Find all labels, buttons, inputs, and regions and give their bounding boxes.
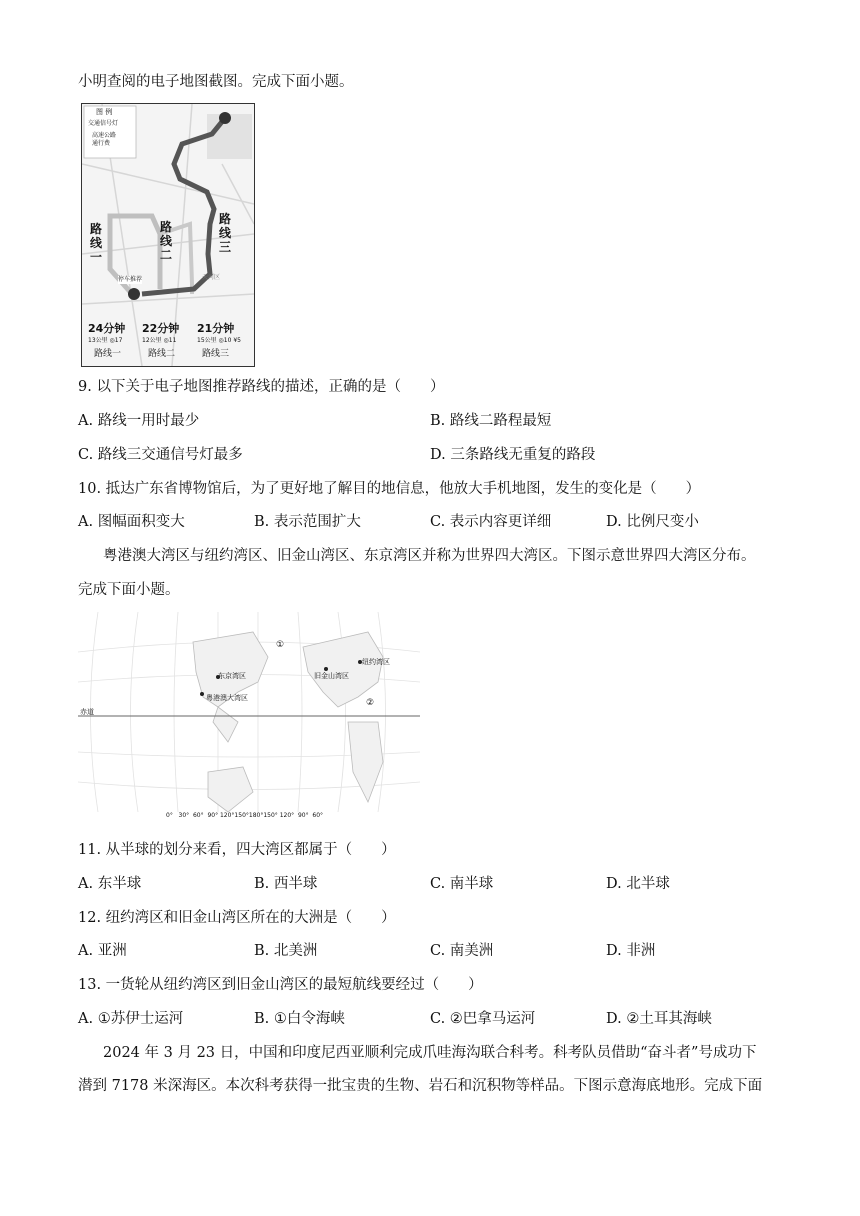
route-map-figure bbox=[81, 103, 255, 367]
q12-option-a: A. 亚洲 bbox=[78, 943, 127, 959]
marker-2: ② bbox=[366, 698, 375, 708]
ny-bay-label: 纽约湾区 bbox=[362, 658, 390, 666]
q10-stem: 10. 抵达广东省博物馆后，为了更好地了解目的地信息，他放大手机地图，发生的变化是（ ） bbox=[78, 481, 701, 497]
q10-option-b: B. 表示范围扩大 bbox=[254, 514, 361, 530]
intro-text-3: 2024 年 3 月 23 日，中国和印度尼西亚顺利完成爪哇海沟联合科考。科考队员借助“奋斗者”号成功下 bbox=[103, 1045, 757, 1061]
q13-option-d: D. ②土耳其海峡 bbox=[606, 1011, 712, 1027]
legend-item-signal: 交通信号灯 bbox=[88, 120, 119, 127]
q13-option-b: B. ①白令海峡 bbox=[254, 1011, 345, 1027]
intro-text-3-cont: 潜到 7178 米深海区。本次科考获得一批宝贵的生物、岩石和沉积物等样品。下图示意海底地形。完成下面 bbox=[78, 1078, 763, 1094]
q11-option-c: C. 南半球 bbox=[430, 876, 494, 892]
longitude-ticks: 0° 30° 60° 90° 120°150°180°150° 120° 90° 60° bbox=[166, 812, 324, 819]
route-three-time: 21分钟 bbox=[197, 322, 235, 335]
parking-tag: 停车推荐 bbox=[118, 276, 143, 283]
q9-stem: 9. 以下关于电子地图推荐路线的描述，正确的是（ ） bbox=[78, 379, 445, 395]
intro-text-2-cont: 完成下面小题。 bbox=[78, 582, 180, 598]
route-one-name: 路线一 bbox=[94, 349, 122, 359]
route-one-time: 24分钟 bbox=[88, 322, 126, 335]
q9-option-b: B. 路线二路程最短 bbox=[430, 413, 552, 429]
route-one-detail: 13公里 ◎17 bbox=[88, 337, 123, 344]
route-label-two: 路线二 bbox=[160, 220, 173, 262]
q11-option-d: D. 北半球 bbox=[606, 876, 670, 892]
q12-option-b: B. 北美洲 bbox=[254, 943, 318, 959]
q9-option-a: A. 路线一用时最少 bbox=[78, 413, 200, 429]
route-two-time: 22分钟 bbox=[142, 322, 180, 335]
place-label: 天河区 bbox=[202, 274, 221, 281]
route-three-detail: 15公里 ◎10 ¥5 bbox=[197, 337, 241, 344]
q13-option-c: C. ②巴拿马运河 bbox=[430, 1011, 536, 1027]
q13-stem: 13. 一货轮从纽约湾区到旧金山湾区的最短航线要经过（ ） bbox=[78, 977, 483, 993]
sf-bay-label: 旧金山湾区 bbox=[314, 672, 349, 680]
q9-option-d: D. 三条路线无重复的路段 bbox=[430, 447, 596, 463]
q10-option-d: D. 比例尺变小 bbox=[606, 514, 699, 530]
legend-item-toll: 通行费 bbox=[92, 140, 111, 147]
route-two-name: 路线二 bbox=[148, 349, 176, 359]
q11-stem: 11. 从半球的划分来看，四大湾区都属于（ ） bbox=[78, 842, 396, 858]
intro-text-1: 小明查阅的电子地图截图。完成下面小题。 bbox=[78, 74, 354, 90]
q10-option-c: C. 表示内容更详细 bbox=[430, 514, 552, 530]
equator-label: 赤道 bbox=[80, 708, 94, 716]
route-two-detail: 12公里 ◎11 bbox=[142, 337, 177, 344]
route-label-three: 路线三 bbox=[219, 212, 232, 254]
intro-text-2: 粤港澳大湾区与纽约湾区、旧金山湾区、东京湾区并称为世界四大湾区。下图示意世界四大湾区分布。 bbox=[103, 548, 756, 564]
q9-option-c: C. 路线三交通信号灯最多 bbox=[78, 447, 243, 463]
legend-item-highway: 高速公路 bbox=[92, 132, 117, 139]
world-bays-map-figure bbox=[78, 612, 420, 824]
marker-1: ① bbox=[276, 640, 285, 650]
q11-option-b: B. 西半球 bbox=[254, 876, 318, 892]
tokyo-bay-label: 东京湾区 bbox=[218, 672, 246, 680]
world-map-drawing bbox=[78, 612, 420, 824]
q10-option-a: A. 图幅面积变大 bbox=[78, 514, 185, 530]
route-three-name: 路线三 bbox=[202, 349, 230, 359]
q12-stem: 12. 纽约湾区和旧金山湾区所在的大洲是（ ） bbox=[78, 910, 396, 926]
q11-option-a: A. 东半球 bbox=[78, 876, 142, 892]
q12-option-d: D. 非洲 bbox=[606, 943, 656, 959]
gba-bay-label: 粤港澳大湾区 bbox=[206, 694, 248, 702]
route-label-one: 路线一 bbox=[90, 222, 103, 264]
q12-option-c: C. 南美洲 bbox=[430, 943, 494, 959]
q13-option-a: A. ①苏伊士运河 bbox=[78, 1011, 184, 1027]
legend-title: 图 例 bbox=[96, 108, 113, 116]
